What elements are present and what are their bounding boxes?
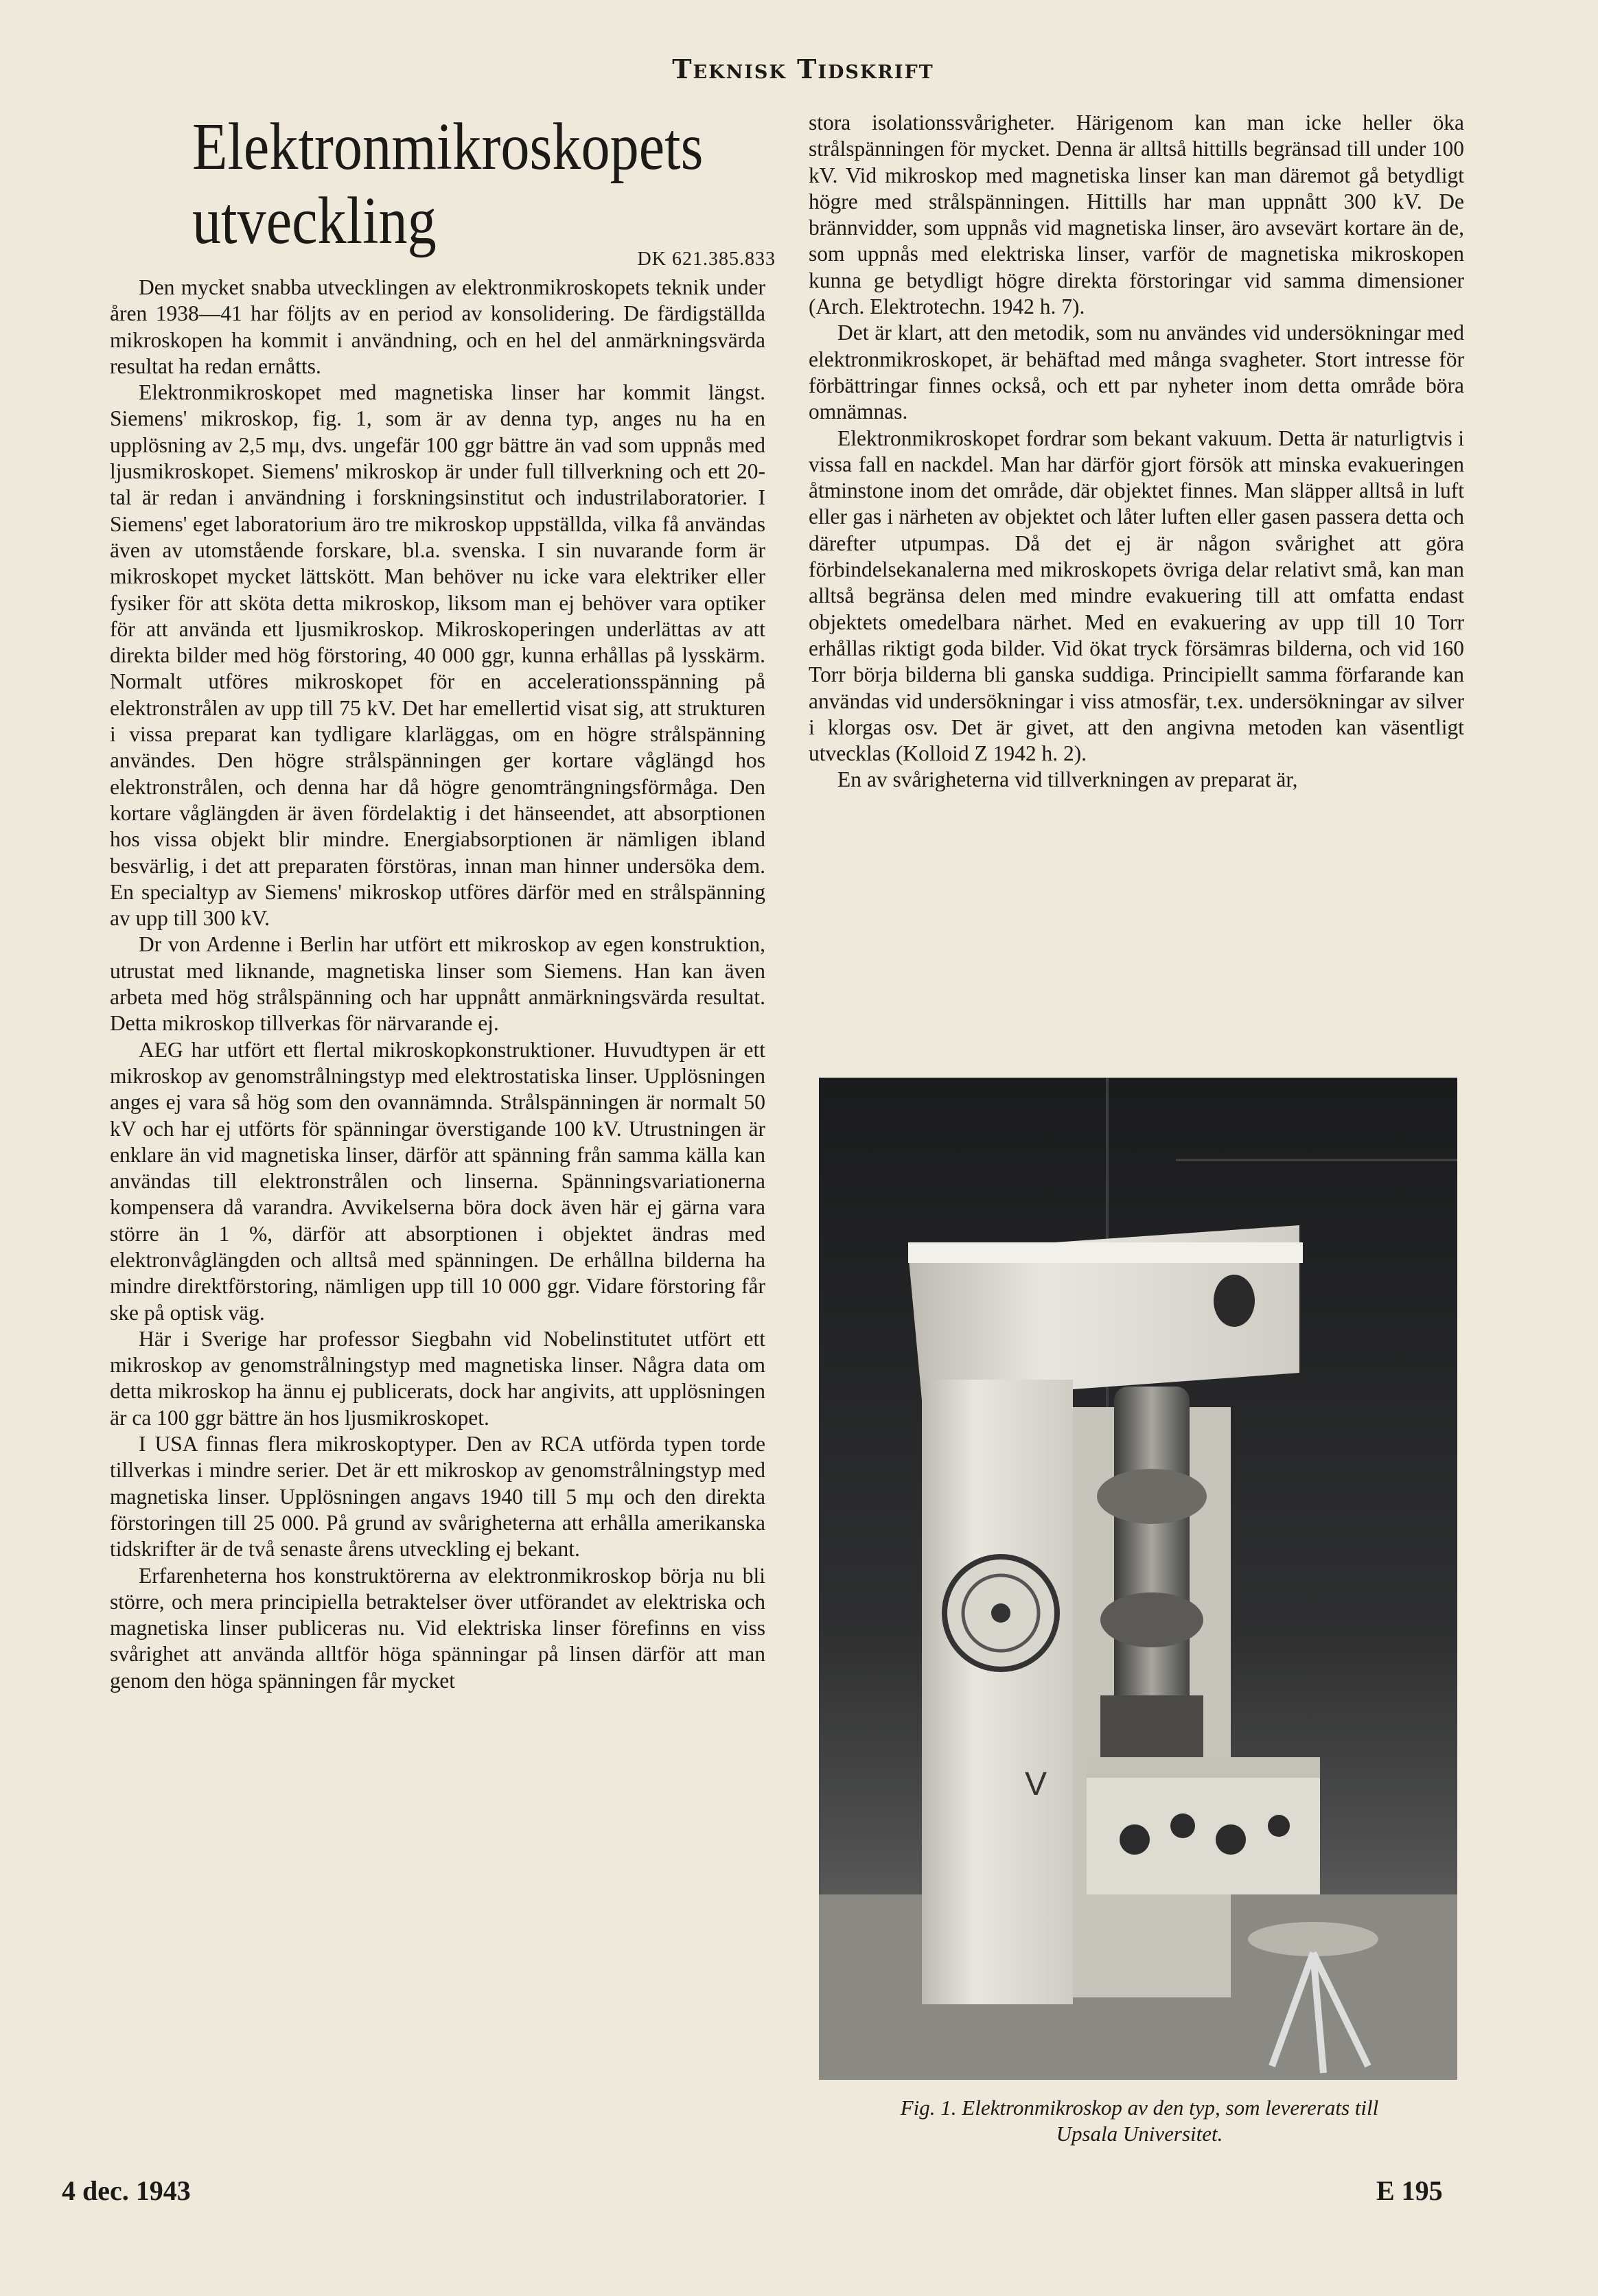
right-column <box>809 110 1464 793</box>
paragraph: Elektronmikroskopet fordrar som bekant vakuum. Detta är naturligtvis i vissa fall en nackdel. Man har därför gjort försök att minska evakueringen åtminstone inom det område, där objektet finnes. Man släpper alltså in luft eller gas i närheten av objektet och låter luften eller gasen passera detta och därefter utpumpas. Då det ej är någon svårighet att göra förbindelsekanalerna med mikroskopets övriga delar relativt små, kan man alltså begränsa delen med mindre evakuering till att omfatta endast objektets omedelbara närhet. Med en evakuering av upp till 10 Torr erhållas riktigt goda bilder. Vid ökat tryck försämras bilderna, och vid 160 Torr börja bilderna bli ganska suddiga. Principiellt samma förfarande kan användas vid undersökningar i viss atmosfär, t.ex. undersökningar av silver i klorgas osv. Det är givet, att den angivna metoden kan väsentligt utvecklas (Kolloid Z 1942 h. 2). <box>809 426 1464 766</box>
title-line-1: Elektronmikroskopets <box>192 110 704 184</box>
dk-classification: DK 621.385.833 <box>637 248 776 270</box>
microscope-illustration <box>819 1078 1457 2080</box>
title-line-2: utveckling <box>192 184 437 258</box>
figure-caption <box>796 2095 1483 2147</box>
paragraph: Elektronmikroskopet med magnetiska linser har kommit längst. Siemens' mikroskop, fig. 1, som är av denna typ, anges nu ha en upplösning av 2,5 mμ, dvs. ungefär 100 ggr bättre än vad som uppnås med ljusmikroskopet. Siemens' mikroskop är under full tillverkning och ett 20-tal är redan i användning i forskningsinstitut och industrilaboratorier. I Siemens' eget laboratorium äro tre mikroskop uppställda, vilka få användas även av utomstående forskare, bl.a. svenska. I sin nuvarande form är mikroskopet mycket lättskött. Man behöver nu icke vara elektriker eller fysiker för att sköta detta mikroskop, liksom man ej behöver vara optiker för att använda ett ljusmikroskop. Mikroskoperingen underlättas av att direkta bilder med hög förstoring, 40 000 ggr, kunna erhållas på lysskärm. Normalt utföres mikroskopet för en accelerationsspänning på elektronstrålen av upp till 75 kV. Det har emellertid visat sig, att strukturen i vissa preparat kan tydligare klarläggas, om en högre strålspänning användes. Den högre strålspänningen ger kortare våglängd hos elektronstrålen, och denna har då högre genomträngningsförmåga. Den kortare våglängden är även fördelaktig i det hänseendet, att absorptionen hos vissa objekt blir mindre. Energiabsorptionen är nämligen ibland besvärlig, i det att preparaten förstöras, innan man hinner undersöka dem. En specialtyp av Siemens' mikroskop utföres därför med en strålspänning av upp till 300 kV. <box>110 380 765 931</box>
paragraph: Erfarenheterna hos konstruktörerna av elektronmikroskop börja nu bli större, och mera principiella betraktelser över utförandet av elektriska och magnetiska linser publiceras nu. Vid elektriska linser förefinns en viss svårighet att använda alltför höga spänningar på linsen därför att man genom den höga spänningen får mycket <box>110 1563 765 1693</box>
svg-text:V: V <box>1025 1766 1047 1802</box>
paragraph: AEG har utfört ett flertal mikroskopkonstruktioner. Huvudtypen är ett mikroskop av genomstrålningstyp med elektrostatiska linser. Upplösningen anges ej vara så hög som den ovannämnda. Strålspänningen är normalt 50 kV och har ej utförts för spänningar överstigande 100 kV. Utrustningen är enklare än vid magnetiska linser, därför att spänning från samma källa kan användas till elektronstrålen och linserna. Spänningsvariationerna kompensera då varandra. Avvikelserna böra dock även här ej gärna vara större än 1 %, därför att absorptionen i objektet ändras med elektronvåglängden och alltså med spänningen. De erhållna bilderna ha mindre direktförstoring, nämligen upp till 10 000 ggr. Vidare förstoring får ske på optisk väg. <box>110 1037 765 1325</box>
paragraph: Här i Sverige har professor Siegbahn vid Nobelinstitutet utfört ett mikroskop av genomstrålningstyp med magnetiska linser. Några data om detta mikroskop ha ännu ej publicerats, dock har angivits, att upplösningen är ca 100 ggr bättre än hos ljusmikroskopet. <box>110 1326 765 1430</box>
footer-page-number: E 195 <box>1376 2175 1443 2206</box>
journal-header: Teknisk Tidskrift <box>672 54 934 84</box>
paragraph: stora isolationssvårigheter. Härigenom kan man icke heller öka strålspänningen för mycket. Denna är alltså hittills begränsad till under 100 kV. Vid mikroskop med magnetiska linser kan man däremot gå betydligt högre med strålspänningen. Hittills har man uppnått 300 kV. De brännvidder, som uppnås vid magnetiska linser, äro avsevärt kortare än de, som uppnås med elektriska linser, varför de magnetiska mikroskopen kunna ge betydligt högre direkta förstoringar vid samma dimensioner (Arch. Elektrotechn. 1942 h. 7). <box>809 111 1464 319</box>
footer-date: 4 dec. 1943 <box>62 2175 191 2206</box>
caption-line-2: Upsala Universitet. <box>1056 2122 1223 2146</box>
paragraph: En av svårigheterna vid tillverkningen av preparat är, <box>837 767 1298 792</box>
article-title <box>192 110 704 258</box>
paragraph: Den mycket snabba utvecklingen av elektronmikroskopets teknik under åren 1938—41 har följts av en period av konsolidering. De färdigställda mikroskopen ha kommit i användning, och en hel del anmärkningsvärda resultat ha redan ernåtts. <box>110 275 765 378</box>
paragraph: Det är klart, att den metodik, som nu användes vid undersökningar med elektronmikroskopet, är behäftad med många svagheter. Stort intresse för förbättringar finnes också, och ett par nyheter inom detta område böra omnämnas. <box>809 321 1464 424</box>
left-column <box>110 275 765 1694</box>
caption-line-1: Fig. 1. Elektronmikroskop av den typ, som levererats till <box>900 2096 1379 2120</box>
paragraph: Dr von Ardenne i Berlin har utfört ett mikroskop av egen konstruktion, utrustat med liknande, magnetiska linser som Siemens. Han kan även arbeta med hög strålspänning och har uppnått anmärkningsvärda resultat. Detta mikroskop tillverkas för närvarande ej. <box>110 932 765 1036</box>
microscope-photo <box>819 1078 1457 2080</box>
paragraph: I USA finnas flera mikroskoptyper. Den av RCA utförda typen torde tillverkas i mindre serier. Det är ett mikroskop av genomstrålningstyp med magnetiska linser. Upplösningen angavs 1940 till 5 mμ och den direkta förstoringen till 25 000. På grund av svårigheterna att erhålla amerikanska tidskrifter är de två senaste årens utveckling ej bekant. <box>110 1432 765 1562</box>
